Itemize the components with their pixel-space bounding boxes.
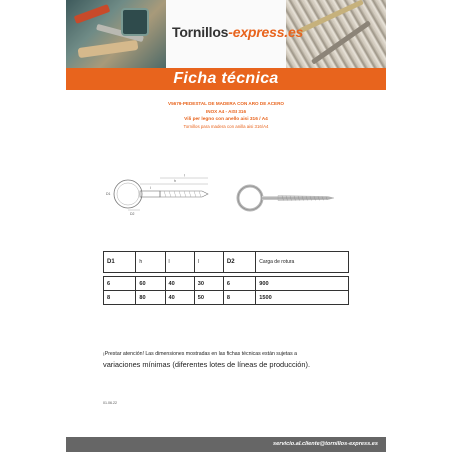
product-name-spanish: Tornillos para madera con anilla aisi 316/A4 — [183, 124, 269, 129]
table-header-row — [104, 252, 349, 273]
product-name: V5679-PEDESTAL DE MADERA CON ARO DE ACERO — [168, 101, 284, 106]
specs-table — [103, 251, 349, 305]
support-email-link[interactable]: servicio.al.cliente@tornillos-express.es — [273, 441, 378, 447]
header-load: Carga de rotura — [256, 252, 349, 273]
table-cell: 40 — [165, 277, 194, 291]
product-photo — [236, 178, 336, 218]
header-d2: D2 — [223, 252, 255, 273]
table-cell: 6 — [104, 277, 136, 291]
document-code: 01.06.22 — [103, 401, 117, 405]
header-l2: l — [194, 252, 223, 273]
table-cell: 1500 — [256, 291, 349, 305]
table-cell: 50 — [194, 291, 223, 305]
label-h: h — [174, 179, 176, 183]
product-name-italian: Vili per legno con anello aisi 316 / A4 — [184, 117, 268, 122]
product-material: INOX A4 - AISI 316 — [206, 109, 246, 114]
label-l-small: l — [150, 186, 151, 190]
table-cell: 6 — [223, 277, 255, 291]
technical-drawing — [106, 168, 216, 220]
table-row — [104, 277, 349, 291]
table-cell: 40 — [165, 291, 194, 305]
table-cell: 8 — [223, 291, 255, 305]
sheet-title: Ficha técnica — [173, 70, 279, 87]
company-logo — [172, 24, 303, 40]
table-row — [104, 291, 349, 305]
logo-accent: -express.es — [228, 24, 304, 40]
header-d1: D1 — [104, 252, 136, 273]
dimension-warning-continued: variaciones mínimas (diferentes lotes de líneas de producción). — [103, 360, 311, 369]
tools-photo — [66, 0, 166, 68]
table-cell: 8 — [104, 291, 136, 305]
table-cell: 60 — [136, 277, 165, 291]
logo-main: Tornillos — [172, 24, 229, 40]
header-banner — [66, 0, 386, 68]
header-h: h — [136, 252, 165, 273]
label-d2: D2 — [130, 212, 135, 216]
label-l: l — [184, 173, 185, 178]
header-l: l — [165, 252, 194, 273]
table-cell: 30 — [194, 277, 223, 291]
dimension-warning: ¡Prestar atención! Las dimensiones mostradas en las fichas técnicas están sujetas a — [103, 351, 298, 357]
label-d1: D1 — [106, 192, 111, 196]
datasheet-page — [66, 0, 386, 452]
table-cell: 80 — [136, 291, 165, 305]
table-cell: 900 — [256, 277, 349, 291]
